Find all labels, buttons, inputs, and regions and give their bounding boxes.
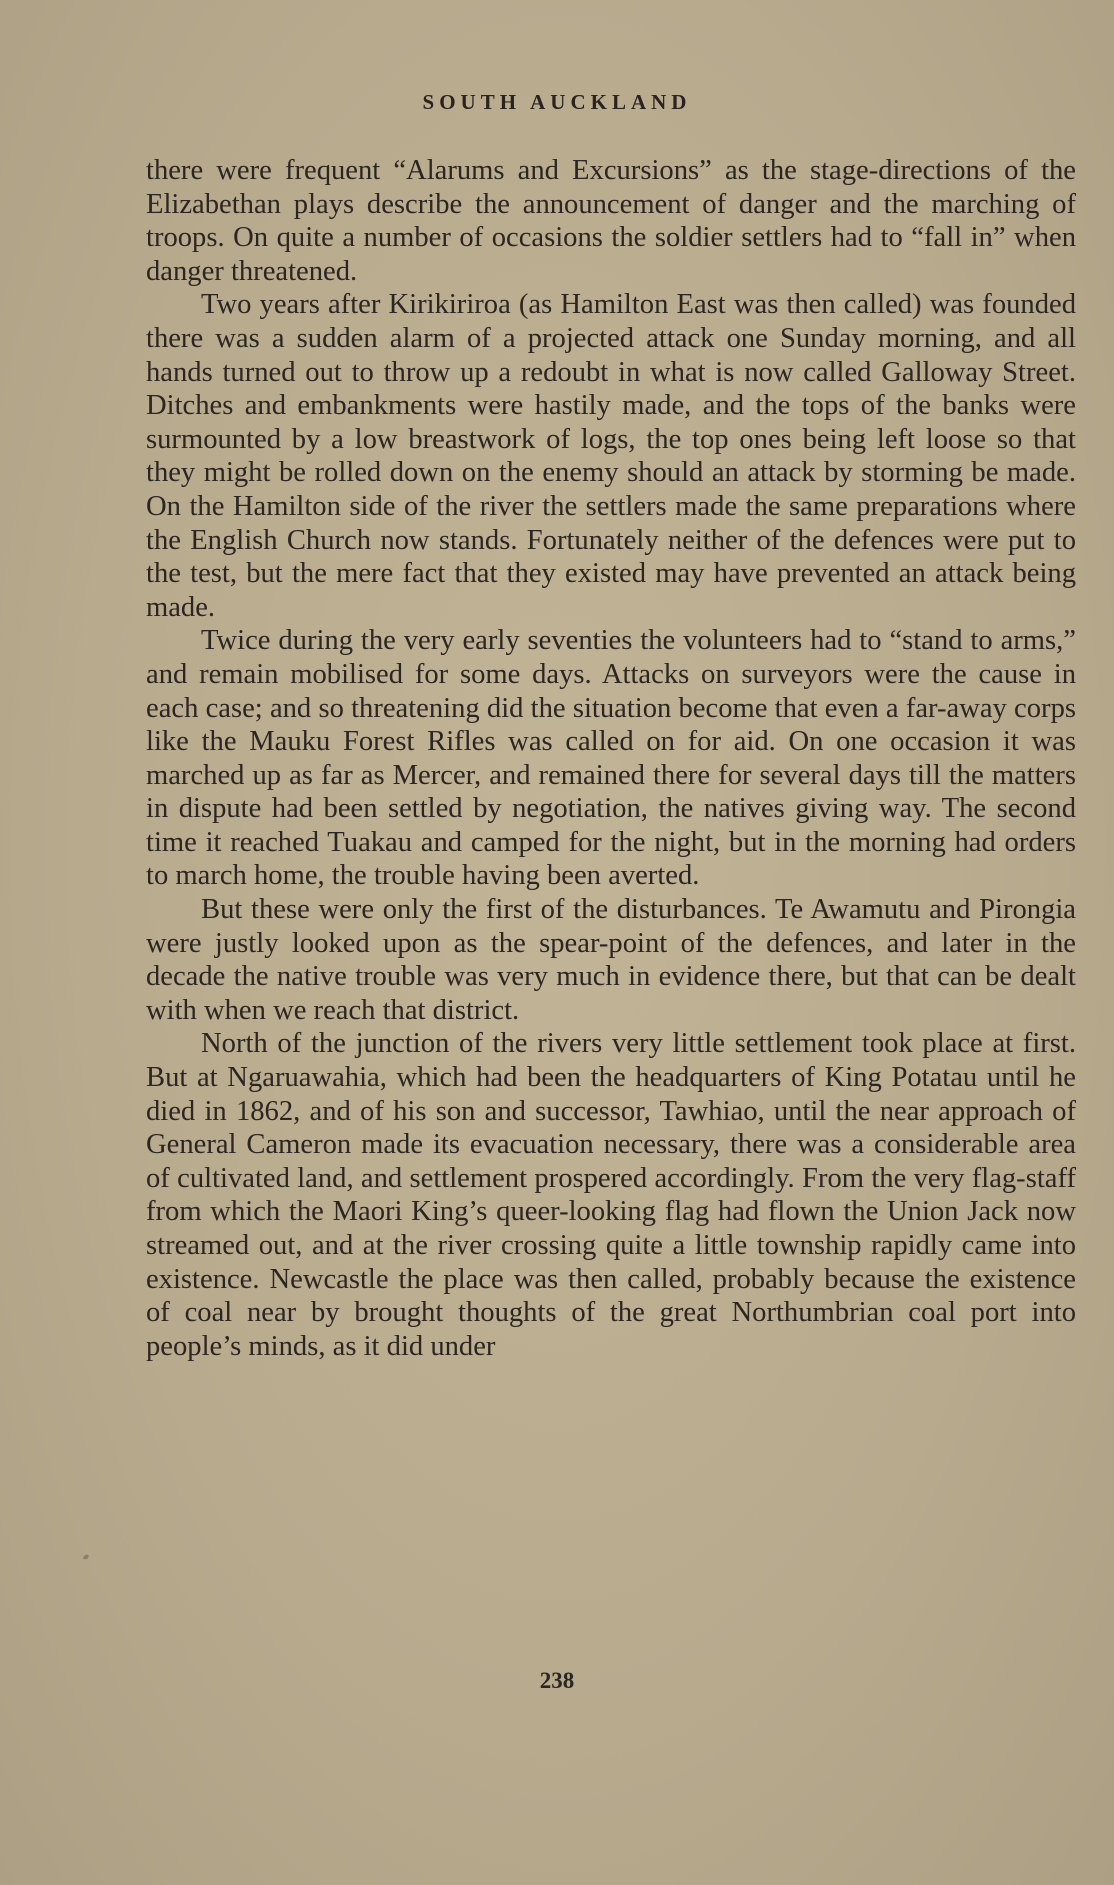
paragraph: Twice during the very early seventies the volunteers had to “stand to arms,” and remain mobilised for some days. Attacks on surveyors were the cause in each case; and so threatening did the situation become that even a far-away corps like the Mauku Forest Rifles was called on for aid. On one occasion it was marched up as far as Mercer, and remained there for several days till the matters in dispute had been settled by negotiation, the natives giving way. The second time it reached Tuakau and camped for the night, but in the morning had orders to march home, the trouble having been averted. <box>146 625 1076 892</box>
ink-smudge <box>82 1554 89 1561</box>
paragraph: there were frequent “Alarums and Excursions” as the stage-directions of the Elizabethan plays describe the announcement of danger and the marching of troops. On quite a number of occasions the soldier settlers had to “fall in” when danger threatened. <box>146 155 1076 287</box>
page-number: 238 <box>539 1668 575 1693</box>
running-head: SOUTH AUCKLAND <box>422 90 692 114</box>
paragraph: Two years after Kirikiriroa (as Hamilton East was then called) was founded there was a sudden alarm of a projected attack one Sunday morning, and all hands turned out to throw up a redoubt in what is now called Galloway Street. Ditches and embankments were hastily made, and the tops of the banks were surmounted by a low breastwork of logs, the top ones being left loose so that they might be rolled down on the enemy should an attack by storming be made. On the Hamilton side of the river the settlers made the same preparations where the English Church now stands. Fortunately neither of the defences were put to the test, but the mere fact that they existed may have prevented an attack being made. <box>146 289 1076 623</box>
body-text <box>146 154 1076 1363</box>
paragraph: North of the junction of the rivers very little settlement took place at first. But at Ngaruawahia, which had been the headquarters of King Potatau until he died in 1862, and of his son and successor, Tawhiao, until the near approach of General Cameron made its evacuation necessary, there was a considerable area of cultivated land, and settlement prospered accordingly. From the very flag-staff from which the Maori King’s queer-looking flag had flown the Union Jack now streamed out, and at the river crossing quite a little township rapidly came into existence. Newcastle the place was then called, probably because the existence of coal near by brought thoughts of the great Northumbrian coal port into people’s minds, as it did under <box>146 1028 1076 1362</box>
paragraph: But these were only the first of the disturbances. Te Awamutu and Pirongia were justly looked upon as the spear-point of the defences, and later in the decade the native trouble was very much in evidence there, but that can be dealt with when we reach that district. <box>146 894 1076 1026</box>
